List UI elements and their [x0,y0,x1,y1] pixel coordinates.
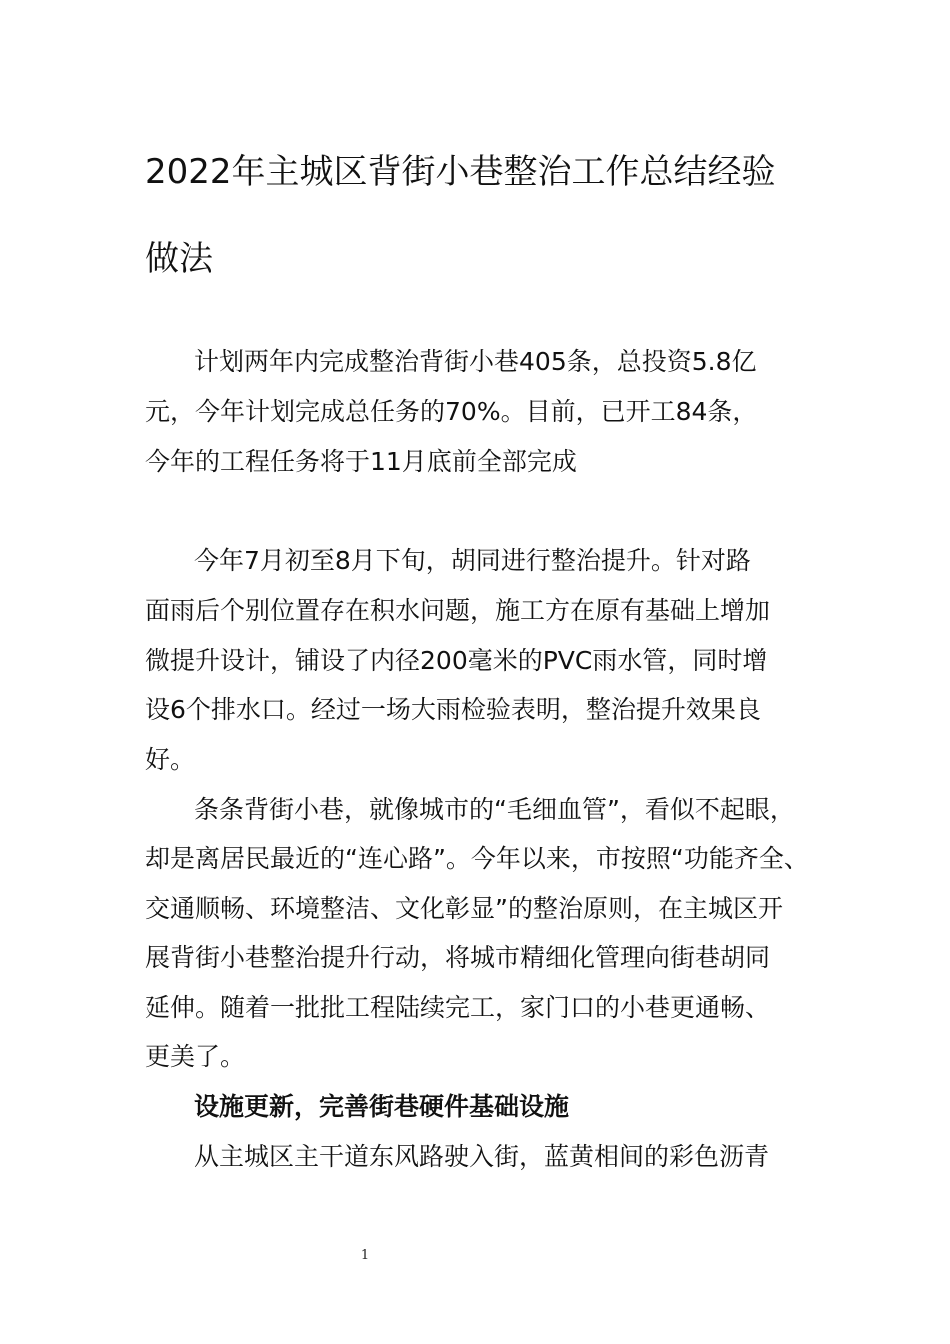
document-title-line-1: 2022年主城区背街小巷整治工作总结经验 [145,152,776,192]
paragraph-2-line-5: 好。 [145,745,196,774]
paragraph-2-line-4: 设6个排水口。经过一场大雨检验表明，整治提升效果良 [145,695,761,724]
page-number: 1 [360,1248,370,1263]
paragraph-4-line-1: 从主城区主干道东风路驶入街，蓝黄相间的彩色沥青 [194,1142,770,1171]
paragraph-3-line-1: 条条背街小巷，就像城市的“毛细血管”，看似不起眼， [194,795,795,824]
paragraph-1-line-1: 计划两年内完成整治背街小巷405条，总投资5.8亿 [194,347,757,376]
paragraph-2-line-1: 今年7月初至8月下旬，胡同进行整治提升。针对路 [194,546,751,575]
paragraph-3-line-4: 展背街小巷整治提升行动，将城市精细化管理向街巷胡同 [145,943,771,972]
section-heading: 设施更新，完善街巷硬件基础设施 [194,1092,570,1121]
paragraph-1-line-2: 元，今年计划完成总任务的70%。目前，已开工84条， [145,397,758,426]
paragraph-3-line-6: 更美了。 [145,1042,246,1071]
document-title-line-2: 做法 [145,239,213,279]
paragraph-2-line-2: 面雨后个别位置存在积水问题，施工方在原有基础上增加 [145,596,771,625]
paragraph-3-line-5: 延伸。随着一批批工程陆续完工，家门口的小巷更通畅、 [145,993,771,1022]
paragraph-1-line-3: 今年的工程任务将于11月底前全部完成 [145,447,577,476]
paragraph-2-line-3: 微提升设计，铺设了内径200毫米的PVC雨水管，同时增 [145,646,768,675]
paragraph-3-line-3: 交通顺畅、环境整洁、文化彰显”的整治原则，在主城区开 [145,894,783,923]
paragraph-3-line-2: 却是离居民最近的“连心路”。今年以来，市按照“功能齐全、 [145,844,809,873]
